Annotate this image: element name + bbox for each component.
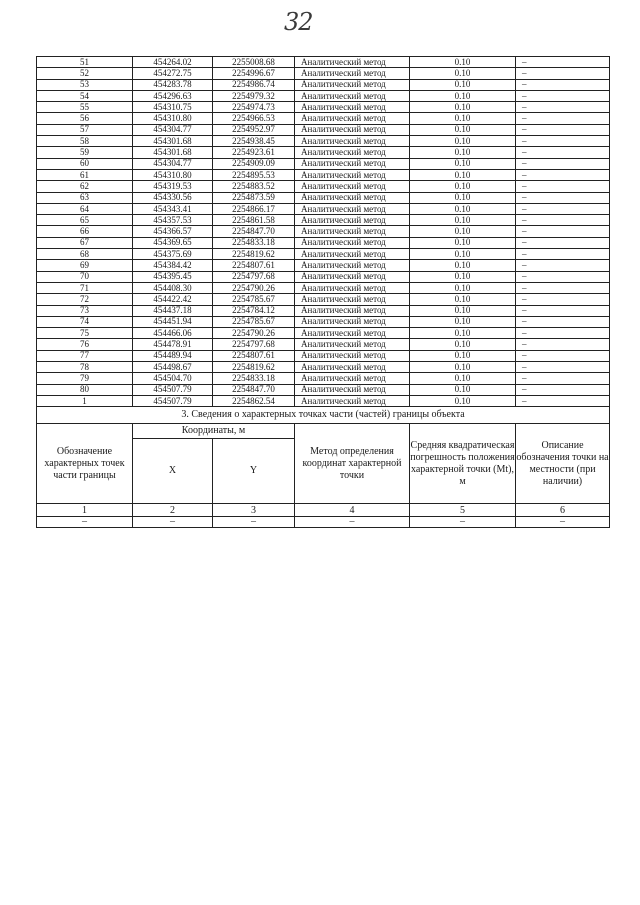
method-cell: Аналитический метод xyxy=(295,249,410,260)
x-coordinate-cell: 454504.70 xyxy=(133,373,213,384)
method-cell: Аналитический метод xyxy=(295,373,410,384)
point-number-cell: 69 xyxy=(37,260,133,271)
table-row xyxy=(37,215,610,226)
description-cell: – xyxy=(516,294,610,305)
y-coordinate-cell: 2254847.70 xyxy=(213,226,295,237)
description-cell: – xyxy=(516,102,610,113)
header-point-designation: Обозначение характерных точек части границы xyxy=(37,424,133,504)
table-row xyxy=(37,181,610,192)
table-row xyxy=(37,79,610,90)
accuracy-cell: 0.10 xyxy=(410,271,516,282)
x-coordinate-cell: 454437.18 xyxy=(133,305,213,316)
description-cell: – xyxy=(516,373,610,384)
method-cell: Аналитический метод xyxy=(295,79,410,90)
description-cell: – xyxy=(516,395,610,406)
point-number-cell: 78 xyxy=(37,362,133,373)
x-coordinate-cell: 454489.94 xyxy=(133,350,213,361)
point-number-cell: 73 xyxy=(37,305,133,316)
method-cell: Аналитический метод xyxy=(295,316,410,327)
point-number-cell: 56 xyxy=(37,113,133,124)
y-coordinate-cell: 2254923.61 xyxy=(213,147,295,158)
x-coordinate-cell: 454395.45 xyxy=(133,271,213,282)
description-cell: – xyxy=(516,136,610,147)
method-cell: Аналитический метод xyxy=(295,203,410,214)
accuracy-cell: 0.10 xyxy=(410,260,516,271)
method-cell: Аналитический метод xyxy=(295,237,410,248)
description-cell: – xyxy=(516,362,610,373)
header-method: Метод определения координат характерной точки xyxy=(295,424,410,504)
method-cell: Аналитический метод xyxy=(295,384,410,395)
point-number-cell: 53 xyxy=(37,79,133,90)
y-coordinate-cell: 2254873.59 xyxy=(213,192,295,203)
y-coordinate-cell: 2254909.09 xyxy=(213,158,295,169)
description-cell: – xyxy=(516,192,610,203)
point-number-cell: 80 xyxy=(37,384,133,395)
x-coordinate-cell: 454478.91 xyxy=(133,339,213,350)
empty-cell: – xyxy=(295,517,410,528)
table-row xyxy=(37,237,610,248)
accuracy-cell: 0.10 xyxy=(410,147,516,158)
accuracy-cell: 0.10 xyxy=(410,169,516,180)
coordinates-table xyxy=(36,56,610,407)
x-coordinate-cell: 454310.75 xyxy=(133,102,213,113)
description-cell: – xyxy=(516,328,610,339)
accuracy-cell: 0.10 xyxy=(410,362,516,373)
y-coordinate-cell: 2254833.18 xyxy=(213,373,295,384)
accuracy-cell: 0.10 xyxy=(410,79,516,90)
method-cell: Аналитический метод xyxy=(295,181,410,192)
description-cell: – xyxy=(516,384,610,395)
y-coordinate-cell: 2254996.67 xyxy=(213,68,295,79)
y-coordinate-cell: 2254819.62 xyxy=(213,249,295,260)
description-cell: – xyxy=(516,316,610,327)
point-number-cell: 64 xyxy=(37,203,133,214)
x-coordinate-cell: 454264.02 xyxy=(133,57,213,68)
point-number-cell: 66 xyxy=(37,226,133,237)
table-row xyxy=(37,260,610,271)
empty-cell: – xyxy=(133,517,213,528)
method-cell: Аналитический метод xyxy=(295,226,410,237)
x-coordinate-cell: 454498.67 xyxy=(133,362,213,373)
x-coordinate-cell: 454301.68 xyxy=(133,147,213,158)
table-row xyxy=(37,362,610,373)
method-cell: Аналитический метод xyxy=(295,90,410,101)
table-row xyxy=(37,147,610,158)
page-number: 32 xyxy=(284,8,313,36)
method-cell: Аналитический метод xyxy=(295,215,410,226)
x-coordinate-cell: 454357.53 xyxy=(133,215,213,226)
description-cell: – xyxy=(516,147,610,158)
x-coordinate-cell: 454343.41 xyxy=(133,203,213,214)
y-coordinate-cell: 2254790.26 xyxy=(213,328,295,339)
point-number-cell: 59 xyxy=(37,147,133,158)
method-cell: Аналитический метод xyxy=(295,294,410,305)
y-coordinate-cell: 2254862.54 xyxy=(213,395,295,406)
x-coordinate-cell: 454466.06 xyxy=(133,328,213,339)
table-row xyxy=(37,339,610,350)
point-number-cell: 76 xyxy=(37,339,133,350)
point-number-cell: 72 xyxy=(37,294,133,305)
point-number-cell: 62 xyxy=(37,181,133,192)
column-number: 3 xyxy=(213,504,295,517)
accuracy-cell: 0.10 xyxy=(410,305,516,316)
method-cell: Аналитический метод xyxy=(295,102,410,113)
method-cell: Аналитический метод xyxy=(295,169,410,180)
table-row xyxy=(37,350,610,361)
method-cell: Аналитический метод xyxy=(295,57,410,68)
x-coordinate-cell: 454422.42 xyxy=(133,294,213,305)
table-row xyxy=(37,68,610,79)
x-coordinate-cell: 454408.30 xyxy=(133,282,213,293)
point-number-cell: 71 xyxy=(37,282,133,293)
accuracy-cell: 0.10 xyxy=(410,373,516,384)
empty-cell: – xyxy=(410,517,516,528)
y-coordinate-cell: 2254895.53 xyxy=(213,169,295,180)
header-accuracy xyxy=(410,424,516,504)
method-cell: Аналитический метод xyxy=(295,328,410,339)
method-cell: Аналитический метод xyxy=(295,271,410,282)
accuracy-cell: 0.10 xyxy=(410,215,516,226)
method-cell: Аналитический метод xyxy=(295,192,410,203)
y-coordinate-cell: 2254866.17 xyxy=(213,203,295,214)
x-coordinate-cell: 454283.78 xyxy=(133,79,213,90)
accuracy-cell: 0.10 xyxy=(410,328,516,339)
description-cell: – xyxy=(516,124,610,135)
description-cell: – xyxy=(516,113,610,124)
method-cell: Аналитический метод xyxy=(295,305,410,316)
description-cell: – xyxy=(516,215,610,226)
x-coordinate-cell: 454319.53 xyxy=(133,181,213,192)
accuracy-cell: 0.10 xyxy=(410,203,516,214)
x-coordinate-cell: 454366.57 xyxy=(133,226,213,237)
point-number-cell: 63 xyxy=(37,192,133,203)
description-cell: – xyxy=(516,282,610,293)
accuracy-cell: 0.10 xyxy=(410,350,516,361)
method-cell: Аналитический метод xyxy=(295,124,410,135)
y-coordinate-cell: 2254797.68 xyxy=(213,271,295,282)
column-number: 6 xyxy=(516,504,610,517)
description-cell: – xyxy=(516,181,610,192)
point-number-cell: 61 xyxy=(37,169,133,180)
description-cell: – xyxy=(516,249,610,260)
header-coordinates: Координаты, м xyxy=(133,424,295,439)
y-coordinate-cell: 2254861.58 xyxy=(213,215,295,226)
y-coordinate-cell: 2254986.74 xyxy=(213,79,295,90)
accuracy-cell: 0.10 xyxy=(410,57,516,68)
y-coordinate-cell: 2254833.18 xyxy=(213,237,295,248)
description-cell: – xyxy=(516,271,610,282)
point-number-cell: 75 xyxy=(37,328,133,339)
x-coordinate-cell: 454507.79 xyxy=(133,395,213,406)
point-number-cell: 77 xyxy=(37,350,133,361)
point-number-cell: 74 xyxy=(37,316,133,327)
x-coordinate-cell: 454304.77 xyxy=(133,158,213,169)
y-coordinate-cell: 2254819.62 xyxy=(213,362,295,373)
point-number-cell: 51 xyxy=(37,57,133,68)
table-row xyxy=(37,169,610,180)
table-row xyxy=(37,316,610,327)
description-cell: – xyxy=(516,158,610,169)
x-coordinate-cell: 454296.63 xyxy=(133,90,213,101)
description-cell: – xyxy=(516,79,610,90)
table-row xyxy=(37,113,610,124)
point-number-cell: 60 xyxy=(37,158,133,169)
description-cell: – xyxy=(516,203,610,214)
description-cell: – xyxy=(516,350,610,361)
point-number-cell: 68 xyxy=(37,249,133,260)
table-row xyxy=(37,90,610,101)
point-number-cell: 79 xyxy=(37,373,133,384)
y-coordinate-cell: 2254807.61 xyxy=(213,350,295,361)
table-row xyxy=(37,192,610,203)
x-coordinate-cell: 454272.75 xyxy=(133,68,213,79)
accuracy-cell: 0.10 xyxy=(410,316,516,327)
table-row xyxy=(37,124,610,135)
table-row xyxy=(37,395,610,406)
description-cell: – xyxy=(516,90,610,101)
y-coordinate-cell: 2254952.97 xyxy=(213,124,295,135)
header-description: Описание обозначения точки на местности (при наличии) xyxy=(516,424,610,504)
table-row xyxy=(37,282,610,293)
accuracy-cell: 0.10 xyxy=(410,384,516,395)
table-row xyxy=(37,294,610,305)
x-coordinate-cell: 454301.68 xyxy=(133,136,213,147)
accuracy-cell: 0.10 xyxy=(410,237,516,248)
point-number-cell: 54 xyxy=(37,90,133,101)
point-number-cell: 67 xyxy=(37,237,133,248)
point-number-cell: 52 xyxy=(37,68,133,79)
table-row xyxy=(37,305,610,316)
accuracy-cell: 0.10 xyxy=(410,226,516,237)
x-coordinate-cell: 454507.79 xyxy=(133,384,213,395)
method-cell: Аналитический метод xyxy=(295,147,410,158)
column-number: 5 xyxy=(410,504,516,517)
empty-cell: – xyxy=(213,517,295,528)
accuracy-cell: 0.10 xyxy=(410,102,516,113)
section3-title: 3. Сведения о характерных точках части (частей) границы объекта xyxy=(37,407,610,424)
table-row xyxy=(37,226,610,237)
method-cell: Аналитический метод xyxy=(295,136,410,147)
method-cell: Аналитический метод xyxy=(295,68,410,79)
y-coordinate-cell: 2254784.12 xyxy=(213,305,295,316)
table-row xyxy=(37,384,610,395)
y-coordinate-cell: 2254785.67 xyxy=(213,316,295,327)
accuracy-cell: 0.10 xyxy=(410,339,516,350)
header-y: Y xyxy=(213,439,295,504)
column-number: 2 xyxy=(133,504,213,517)
table-row xyxy=(37,373,610,384)
table-row xyxy=(37,57,610,68)
accuracy-cell: 0.10 xyxy=(410,136,516,147)
description-cell: – xyxy=(516,169,610,180)
x-coordinate-cell: 454310.80 xyxy=(133,169,213,180)
empty-cell: – xyxy=(37,517,133,528)
description-cell: – xyxy=(516,339,610,350)
header-accuracy-text: Средняя квадратическая погрешность положения характерной точки (Mt), м xyxy=(410,439,515,487)
accuracy-cell: 0.10 xyxy=(410,395,516,406)
x-coordinate-cell: 454369.65 xyxy=(133,237,213,248)
y-coordinate-cell: 2254966.53 xyxy=(213,113,295,124)
table-row xyxy=(37,271,610,282)
method-cell: Аналитический метод xyxy=(295,158,410,169)
accuracy-cell: 0.10 xyxy=(410,113,516,124)
point-number-cell: 58 xyxy=(37,136,133,147)
table-row xyxy=(37,102,610,113)
point-number-cell: 65 xyxy=(37,215,133,226)
y-coordinate-cell: 2254974.73 xyxy=(213,102,295,113)
document-body xyxy=(36,56,609,528)
y-coordinate-cell: 2254883.52 xyxy=(213,181,295,192)
method-cell: Аналитический метод xyxy=(295,260,410,271)
table-row xyxy=(37,158,610,169)
y-coordinate-cell: 2254979.32 xyxy=(213,90,295,101)
section3-table xyxy=(36,406,610,528)
accuracy-cell: 0.10 xyxy=(410,181,516,192)
point-number-cell: 57 xyxy=(37,124,133,135)
x-coordinate-cell: 454384.42 xyxy=(133,260,213,271)
point-number-cell: 1 xyxy=(37,395,133,406)
method-cell: Аналитический метод xyxy=(295,350,410,361)
method-cell: Аналитический метод xyxy=(295,395,410,406)
column-number: 1 xyxy=(37,504,133,517)
description-cell: – xyxy=(516,260,610,271)
table-row xyxy=(37,136,610,147)
y-coordinate-cell: 2254938.45 xyxy=(213,136,295,147)
description-cell: – xyxy=(516,226,610,237)
x-coordinate-cell: 454304.77 xyxy=(133,124,213,135)
table-row xyxy=(37,203,610,214)
y-coordinate-cell: 2254847.70 xyxy=(213,384,295,395)
y-coordinate-cell: 2254807.61 xyxy=(213,260,295,271)
y-coordinate-cell: 2254797.68 xyxy=(213,339,295,350)
accuracy-cell: 0.10 xyxy=(410,294,516,305)
x-coordinate-cell: 454310.80 xyxy=(133,113,213,124)
table-row xyxy=(37,249,610,260)
description-cell: – xyxy=(516,237,610,248)
description-cell: – xyxy=(516,68,610,79)
method-cell: Аналитический метод xyxy=(295,113,410,124)
x-coordinate-cell: 454330.56 xyxy=(133,192,213,203)
column-number: 4 xyxy=(295,504,410,517)
accuracy-cell: 0.10 xyxy=(410,249,516,260)
table-row xyxy=(37,328,610,339)
accuracy-cell: 0.10 xyxy=(410,158,516,169)
accuracy-cell: 0.10 xyxy=(410,68,516,79)
header-x: X xyxy=(133,439,213,504)
method-cell: Аналитический метод xyxy=(295,282,410,293)
empty-cell: – xyxy=(516,517,610,528)
accuracy-cell: 0.10 xyxy=(410,124,516,135)
method-cell: Аналитический метод xyxy=(295,339,410,350)
x-coordinate-cell: 454375.69 xyxy=(133,249,213,260)
accuracy-cell: 0.10 xyxy=(410,192,516,203)
coordinates-table-body xyxy=(37,57,610,407)
point-number-cell: 70 xyxy=(37,271,133,282)
description-cell: – xyxy=(516,305,610,316)
y-coordinate-cell: 2255008.68 xyxy=(213,57,295,68)
y-coordinate-cell: 2254785.67 xyxy=(213,294,295,305)
accuracy-cell: 0.10 xyxy=(410,282,516,293)
description-cell: – xyxy=(516,57,610,68)
point-number-cell: 55 xyxy=(37,102,133,113)
accuracy-cell: 0.10 xyxy=(410,90,516,101)
method-cell: Аналитический метод xyxy=(295,362,410,373)
y-coordinate-cell: 2254790.26 xyxy=(213,282,295,293)
x-coordinate-cell: 454451.94 xyxy=(133,316,213,327)
